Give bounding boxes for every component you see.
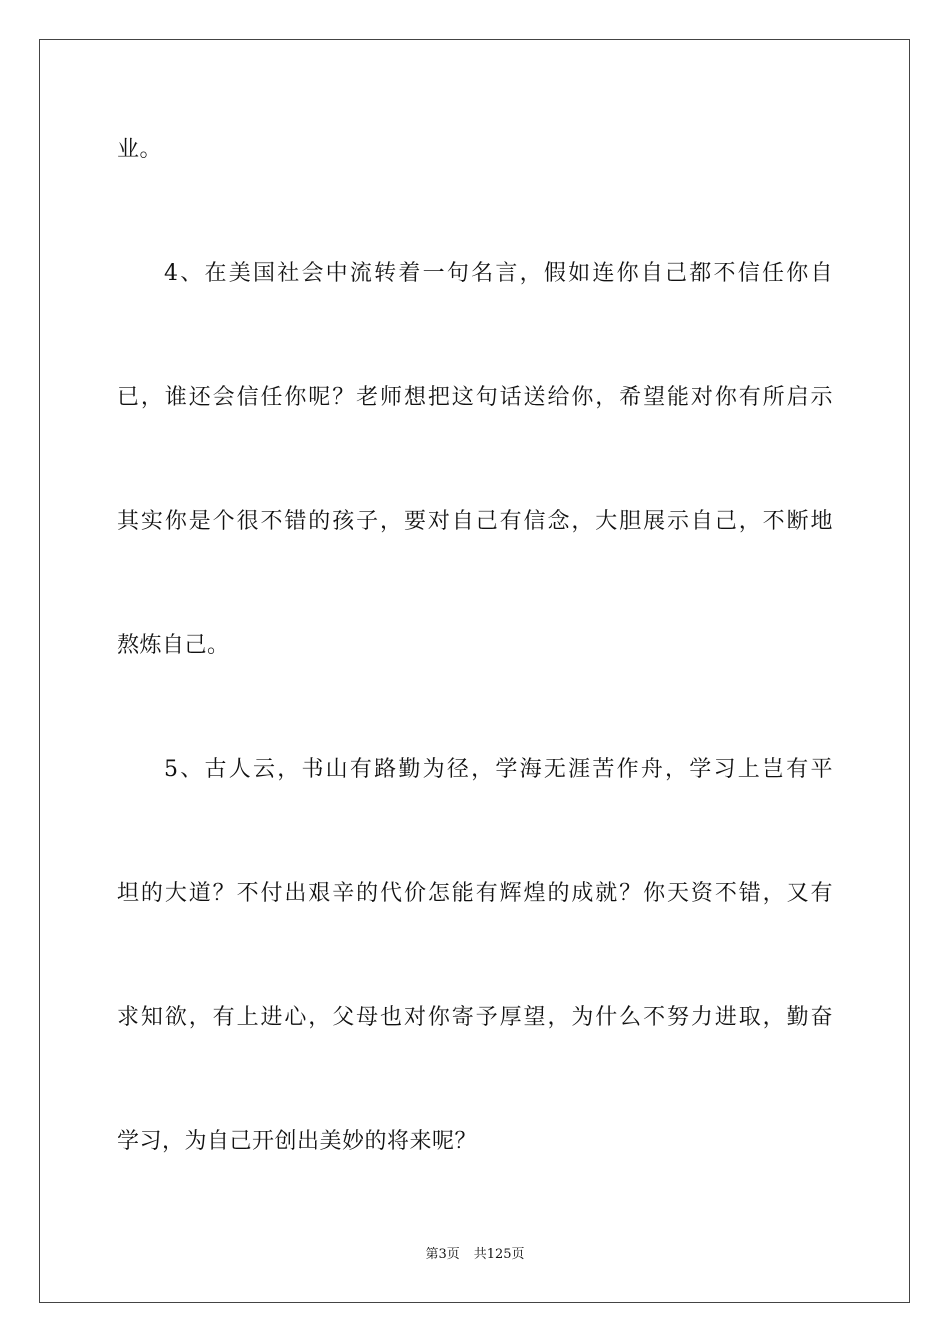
text-line-2: 4、在美国社会中流转着一句名言，假如连你自己都不信任你自 — [164, 261, 833, 286]
text-line-1: 业。 — [117, 137, 163, 162]
text-line-3: 已，谁还会信任你呢？老师想把这句话送给你，希望能对你有所启示 — [117, 385, 833, 410]
page-footer — [0, 1246, 950, 1264]
text-line-8: 求知欲，有上进心，父母也对你寄予厚望，为什么不努力进取，勤奋 — [117, 1005, 833, 1030]
page-frame — [39, 39, 910, 1303]
page-total: 共125页 — [473, 1247, 525, 1262]
text-line-6: 5、古人云，书山有路勤为径，学海无涯苦作舟，学习上岂有平 — [164, 757, 833, 782]
text-line-4: 其实你是个很不错的孩子，要对自己有信念，大胆展示自己，不断地 — [117, 509, 833, 534]
text-line-9: 学习，为自己开创出美妙的将来呢？ — [117, 1129, 478, 1154]
text-line-7: 坦的大道？不付出艰辛的代价怎能有辉煌的成就？你天资不错，又有 — [117, 881, 833, 906]
text-line-5: 熬炼自己。 — [117, 633, 230, 658]
page-number: 第3页 — [425, 1247, 460, 1262]
